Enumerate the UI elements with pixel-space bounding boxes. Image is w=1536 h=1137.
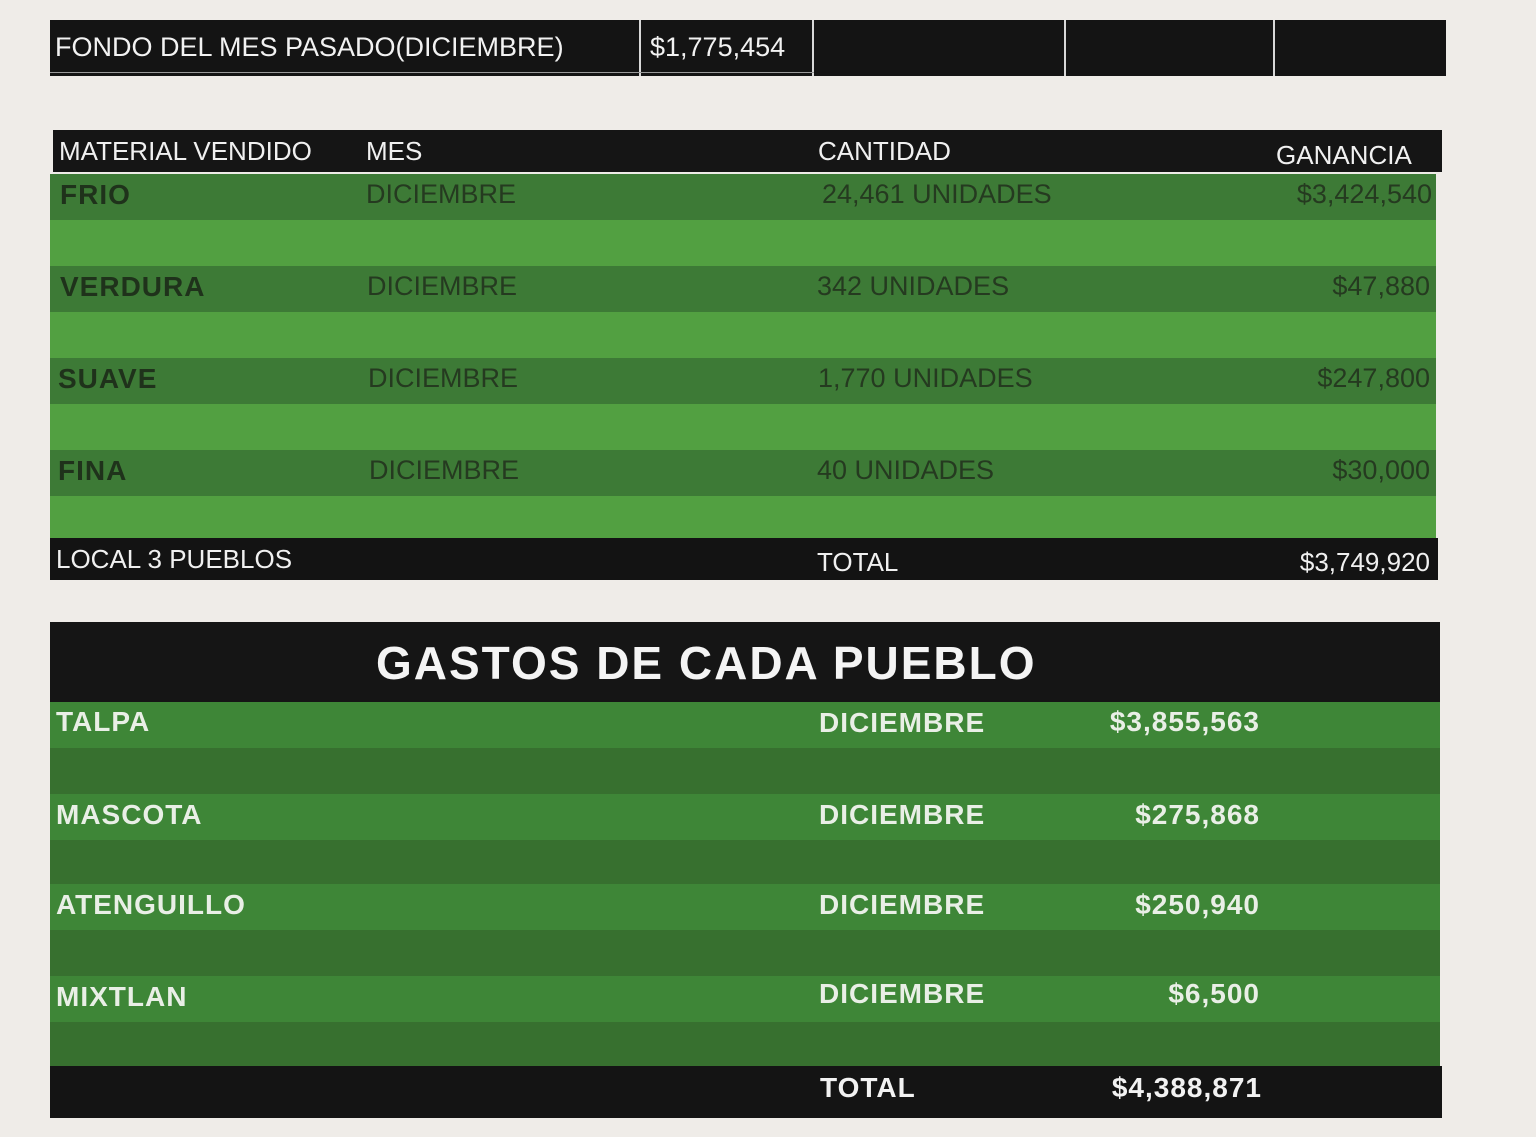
row-spacer	[50, 220, 1436, 266]
ganancia-cell: $47,880	[1332, 271, 1430, 301]
mes-cell: DICIEMBRE	[368, 363, 519, 393]
total-amount: $3,749,920	[1299, 547, 1430, 577]
monto-cell: $275,868	[1135, 799, 1260, 830]
monto-cell: $3,855,563	[1109, 706, 1260, 737]
fondo-underline	[50, 72, 814, 73]
row-spacer	[50, 496, 1436, 538]
material-name: VERDURA	[60, 271, 206, 302]
mes-cell: DICIEMBRE	[369, 455, 520, 485]
table-row	[50, 794, 1440, 840]
row-spacer	[50, 748, 1440, 794]
material-name: SUAVE	[58, 363, 158, 394]
material-name: FRIO	[60, 179, 131, 210]
mes-cell: DICIEMBRE	[819, 799, 986, 830]
local-label: LOCAL 3 PUEBLOS	[56, 544, 293, 574]
monto-cell: $250,940	[1135, 889, 1260, 920]
gastos-title: GASTOS DE CADA PUEBLO	[376, 637, 1037, 689]
pueblo-name: ATENGUILLO	[56, 889, 246, 920]
mes-cell: DICIEMBRE	[367, 271, 518, 301]
row-spacer	[50, 930, 1440, 976]
ganancia-cell: $247,800	[1317, 363, 1430, 393]
fondo-divider	[639, 20, 641, 76]
material-name: FINA	[58, 455, 128, 486]
total-amount: $4,388,871	[1111, 1072, 1262, 1103]
table-row	[50, 174, 1436, 220]
gastos-table	[50, 622, 1442, 1120]
total-label: TOTAL	[817, 547, 899, 577]
row-spacer	[50, 404, 1436, 450]
table-row	[50, 266, 1436, 312]
ventas-footer-row	[50, 538, 1438, 580]
table-row	[50, 702, 1440, 748]
row-spacer	[50, 840, 1440, 886]
gastos-footer-row	[50, 1066, 1442, 1118]
mes-cell: DICIEMBRE	[819, 707, 986, 738]
monto-cell: $6,500	[1168, 978, 1260, 1009]
fondo-bar	[50, 20, 1446, 76]
cantidad-cell: 1,770 UNIDADES	[818, 363, 1033, 393]
header-cantidad: CANTIDAD	[818, 136, 951, 166]
cantidad-cell: 342 UNIDADES	[817, 271, 1010, 301]
ventas-table	[50, 130, 1442, 582]
cantidad-cell: 24,461 UNIDADES	[822, 179, 1052, 209]
table-row	[50, 358, 1436, 404]
pueblo-name: TALPA	[56, 706, 151, 737]
cantidad-cell: 40 UNIDADES	[817, 455, 995, 485]
total-label: TOTAL	[820, 1072, 916, 1103]
fondo-divider	[1273, 20, 1275, 76]
fondo-amount: $1,775,454	[650, 31, 786, 62]
ganancia-cell: $3,424,540	[1296, 179, 1432, 209]
row-spacer	[50, 1022, 1440, 1066]
table-row	[50, 450, 1436, 496]
pueblo-name: MASCOTA	[56, 799, 203, 830]
row-spacer	[50, 312, 1436, 358]
header-material: MATERIAL VENDIDO	[59, 136, 312, 166]
table-row	[50, 976, 1440, 1022]
mes-cell: DICIEMBRE	[366, 179, 517, 209]
ganancia-cell: $30,000	[1332, 455, 1430, 485]
pueblo-name: MIXTLAN	[56, 981, 188, 1012]
ventas-header-row	[53, 130, 1442, 172]
header-mes: MES	[366, 136, 423, 166]
fondo-label: FONDO DEL MES PASADO(DICIEMBRE)	[55, 31, 564, 62]
fondo-divider	[1064, 20, 1066, 76]
table-row	[50, 884, 1440, 930]
gastos-header	[50, 622, 1440, 702]
mes-cell: DICIEMBRE	[819, 978, 986, 1009]
mes-cell: DICIEMBRE	[819, 889, 986, 920]
header-ganancia: GANANCIA	[1276, 140, 1412, 170]
fondo-divider	[812, 20, 814, 76]
